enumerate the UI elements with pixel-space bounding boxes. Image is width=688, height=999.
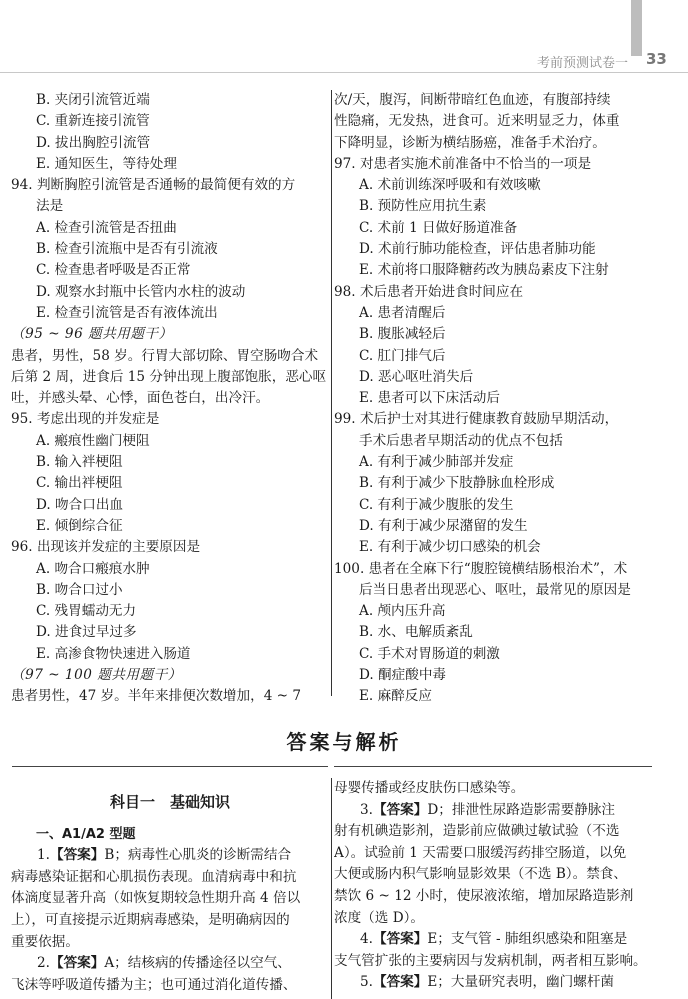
answer-option: C. 手术对胃肠道的刺激 [359, 645, 500, 662]
shared-stem-label: （95 ~ 96 题共用题干） [11, 326, 173, 343]
stem-text: 后当日患者出现恶心、呕吐，最常见的原因是 [359, 581, 631, 598]
answer-text-line: 母婴传播或经皮肤伤口感染等。 [334, 780, 525, 796]
answer-option: A. 吻合口瘢痕水肿 [36, 560, 150, 577]
answer-explanation: B；病毒性心肌炎的诊断需结合 [104, 847, 292, 864]
answer-option: A. 术前训练深呼吸和有效咳嗽 [359, 177, 541, 194]
answer-option: C. 有利于减少腹胀的发生 [359, 496, 514, 513]
answer-entry [11, 953, 329, 975]
answer-option: D. 吻合口出血 [36, 496, 124, 513]
answer-option: B. 吻合口过小 [36, 581, 123, 598]
question-type-heading: 一、A1/A2 型题 [36, 826, 136, 842]
answer-explanation: D；排泄性尿路造影需要静脉注 [427, 801, 615, 818]
answer-option: B. 检查引流瓶中是否有引流液 [36, 241, 218, 258]
answer-option: D. 观察水封瓶中长管内水柱的波动 [36, 283, 246, 300]
answer-option: C. 输出袢梗阻 [36, 475, 123, 492]
answer-tag: 【答案】 [372, 801, 428, 818]
answer-entry [334, 800, 652, 822]
answer-explanation: E；支气管 - 肺组织感染和阻塞是 [427, 931, 628, 948]
answer-text-line: 大便或肠内积气影响显影效果（不选 B）。禁食、 [334, 866, 627, 883]
answer-option: B. 夹闭引流管近端 [36, 92, 150, 108]
question-stem: 98. 术后患者开始进食时间应在 [334, 283, 524, 300]
stem-text: 次/天，腹泻，间断带暗红色血迹，有腹部持续 [334, 92, 611, 108]
answer-option: E. 麻醉反应 [359, 688, 432, 705]
section-rule-left [12, 766, 328, 767]
answer-tag: 【答案】 [372, 931, 428, 948]
answers-column-divider [331, 778, 332, 999]
running-header: 考前预测试卷一 [536, 56, 628, 71]
answer-text-line: 禁饮 6 ~ 12 小时，使尿液浓缩，增加尿路造影剂 [334, 887, 634, 904]
answer-option: D. 有利于减少尿潴留的发生 [359, 517, 528, 534]
answers-left-column [11, 778, 329, 996]
answer-text-line: 体滴度显著升高（如恢复期较急性期升高 4 倍以 [11, 890, 301, 907]
answer-option: D. 拔出胸腔引流管 [36, 134, 151, 151]
section-rule-right [334, 766, 652, 767]
question-stem: 97. 对患者实施术前准备中不恰当的一项是 [334, 155, 592, 172]
answers-right-column [334, 778, 652, 994]
chapter-tab-bar [631, 0, 642, 56]
answers-section-title: 答案与解析 [286, 730, 402, 754]
answer-option: E. 有利于减少切口感染的机会 [359, 539, 541, 556]
shared-stem-label: （97 ~ 100 题共用题干） [11, 667, 182, 684]
column-divider [331, 90, 332, 696]
page-number: 33 [646, 50, 667, 68]
stem-text: 吐，并感头晕、心悸，面色苍白，出冷汗。 [11, 390, 270, 407]
answer-option: D. 进食过早过多 [36, 624, 137, 641]
answer-option: A. 瘢痕性幽门梗阻 [36, 432, 150, 449]
answer-text-line: 病毒感染证据和心肌损伤表现。血清病毒中和抗 [11, 868, 297, 885]
answer-text-line: 射有机碘造影剂，造影前应做碘过敏试验（不选 [334, 823, 620, 840]
answer-tag: 【答案】 [372, 974, 428, 991]
answer-option: A. 颅内压升高 [359, 603, 446, 620]
question-stem: 95. 考虑出现的并发症是 [11, 411, 160, 428]
question-stem: 94. 判断胸腔引流管是否通畅的最简便有效的方 [11, 177, 296, 194]
answer-option: D. 酮症酸中毒 [359, 667, 447, 684]
answer-option: C. 肛门排气后 [359, 347, 446, 364]
answer-option: A. 检查引流管是否扭曲 [36, 219, 177, 236]
answer-option: C. 残胃蠕动无力 [36, 603, 137, 620]
answer-text-line: 上），可直接提示近期病毒感染，是明确病因的 [11, 911, 290, 928]
answer-option: B. 水、电解质紊乱 [359, 624, 473, 641]
question-stem: 99. 术后护士对其进行健康教育鼓励早期活动， [334, 411, 619, 428]
answer-number: 4. [360, 931, 373, 948]
answer-option: B. 有利于减少下肢静脉血栓形成 [359, 475, 555, 492]
answer-text-line: 飞沫等呼吸道传播为主；也可通过消化道传播、 [11, 976, 297, 993]
answer-text-line: 浓度（选 D）。 [334, 909, 424, 926]
answer-entry [11, 845, 329, 867]
stem-text: 后第 2 周，进食后 15 分钟出现上腹部饱胀，恶心呕 [11, 368, 327, 385]
answer-option: E. 术前将口服降糖药改为胰岛素皮下注射 [359, 262, 609, 279]
answer-option: B. 腹胀减轻后 [359, 326, 446, 343]
answer-number: 1. [37, 847, 50, 864]
answer-option: C. 重新连接引流管 [36, 113, 150, 130]
answer-option: E. 高渗食物快速进入肠道 [36, 645, 191, 662]
questions-left-column [11, 90, 329, 708]
answer-option: E. 患者可以下床活动后 [359, 390, 500, 407]
answer-option: A. 有利于减少肺部并发症 [359, 454, 514, 471]
subject-title: 科目一 基础知识 [109, 793, 230, 811]
answer-number: 5. [360, 974, 373, 991]
answer-entry [334, 929, 652, 951]
header-divider [0, 72, 688, 73]
stem-text: 法是 [36, 198, 64, 215]
answer-text-line: 重要依据。 [11, 933, 79, 950]
answer-option: A. 患者清醒后 [359, 304, 446, 321]
answer-entry [334, 972, 652, 994]
answer-number: 3. [360, 801, 373, 818]
answer-option: C. 检查患者呼吸是否正常 [36, 262, 191, 279]
stem-text: 手术后患者早期活动的优点不包括 [359, 432, 563, 449]
answer-text-line: 支气管扩张的主要病因与发病机制，两者相互影响。 [334, 952, 647, 969]
question-stem: 96. 出现该并发症的主要原因是 [11, 539, 201, 556]
answer-option: B. 输入袢梗阻 [36, 454, 123, 471]
answer-tag: 【答案】 [49, 847, 105, 864]
answer-option: D. 术前行肺功能检查，评估患者肺功能 [359, 241, 596, 258]
stem-text: 患者，男性，58 岁。行胃大部切除、胃空肠吻合术 [11, 347, 319, 364]
answer-text-line: A）。试验前 1 天需要口服缓泻药排空肠道，以免 [334, 844, 627, 861]
answer-option: E. 检查引流管是否有液体流出 [36, 304, 218, 321]
answer-explanation: A；结核病的传播途径以空气、 [104, 955, 291, 972]
question-stem: 100. 患者在全麻下行“腹腔镜横结肠根治术”，术 [334, 560, 628, 577]
stem-text: 性隐痛，无发热，进食可。近来明显乏力，体重 [334, 113, 620, 130]
answer-option: E. 倾倒综合征 [36, 517, 123, 534]
stem-text: 下降明显，诊断为横结肠癌，准备手术治疗。 [334, 134, 606, 151]
answer-option: D. 恶心呕吐消失后 [359, 368, 474, 385]
questions-right-column [334, 90, 652, 708]
answer-option: E. 通知医生，等待处理 [36, 155, 177, 172]
stem-text: 患者男性，47 岁。半年来排便次数增加，4 ~ 7 [11, 688, 302, 705]
answer-tag: 【答案】 [49, 955, 105, 972]
answer-number: 2. [37, 955, 50, 972]
answer-explanation: E；大量研究表明，幽门螺杆菌 [427, 974, 615, 991]
answer-option: B. 预防性应用抗生素 [359, 198, 487, 215]
answer-option: C. 术前 1 日做好肠道准备 [359, 219, 518, 236]
